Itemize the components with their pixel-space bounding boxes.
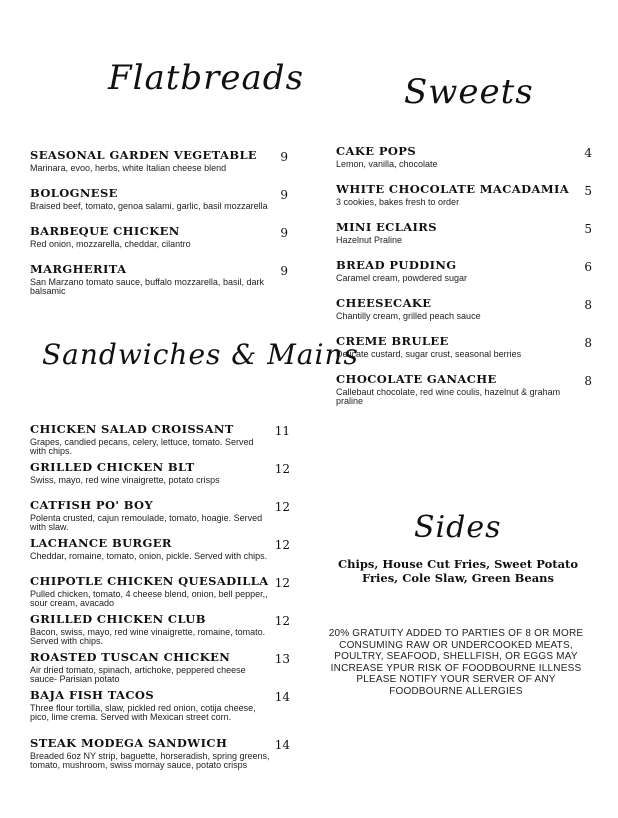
sides-list-line: Chips, House Cut Fries, Sweet Potato xyxy=(337,557,579,571)
item-name: GRILLED CHICKEN CLUB xyxy=(30,612,206,626)
item-price: 5 xyxy=(584,184,592,198)
item-desc: Air dried tomato, spinach, artichoke, peppered cheese sauce- Parisian potato xyxy=(30,665,246,684)
item-desc: Polenta crusted, cajun remoulade, tomato, hoagie. Served with slaw. xyxy=(30,513,263,532)
item-name: CHEESECAKE xyxy=(336,296,432,310)
item-desc: Three flour tortilla, slaw, pickled red onion, cotija cheese, pico, lime crema. Served with Mexican street corn. xyxy=(30,703,256,722)
notice-line: INCREASE YPUR RISK OF FOODBOURNE ILLNESS xyxy=(330,662,582,674)
menu-item xyxy=(30,498,270,532)
menu-item xyxy=(30,422,270,456)
item-desc: Breaded 6oz NY strip, baguette, horseradish, spring greens, tomato, mushroom, swiss mornay sauce, potato crisps xyxy=(30,751,270,770)
item-desc: Swiss, mayo, red wine vinaigrette, potato crisps xyxy=(30,475,220,485)
item-name: WHITE CHOCOLATE MACADAMIA xyxy=(336,182,570,196)
sides-title: Sides xyxy=(414,510,502,545)
item-price: 12 xyxy=(274,462,290,476)
item-price: 14 xyxy=(274,690,290,704)
item-price: 9 xyxy=(280,188,288,202)
item-desc: San Marzano tomato sauce, buffalo mozzarella, basil, dark balsamic xyxy=(30,277,264,296)
item-price: 8 xyxy=(584,336,592,350)
item-name: GRILLED CHICKEN BLT xyxy=(30,460,195,474)
item-price: 8 xyxy=(584,298,592,312)
item-desc: Caramel cream, powdered sugar xyxy=(336,273,468,283)
sides-list-line: Fries, Cole Slaw, Green Beans xyxy=(362,571,554,585)
notice-line: POULTRY, SEAFOOD, SHELLFISH, OR EGGS MAY xyxy=(334,651,578,662)
menu-item xyxy=(30,186,270,211)
item-name: CHIPOTLE CHICKEN QUESADILLA xyxy=(30,574,269,588)
item-price: 12 xyxy=(274,576,290,590)
item-price: 9 xyxy=(280,226,288,240)
item-desc: Cheddar, romaine, tomato, onion, pickle. Served with chips. xyxy=(30,551,268,561)
menu-item xyxy=(336,182,570,207)
menu-item xyxy=(30,736,270,770)
item-price: 6 xyxy=(584,260,592,274)
item-name: CHICKEN SALAD CROISSANT xyxy=(30,422,234,436)
item-price: 12 xyxy=(274,538,290,552)
sandwiches-mains-title: Sandwiches & Mains xyxy=(42,338,359,371)
item-price: 4 xyxy=(584,146,592,160)
item-name: CHOCOLATE GANACHE xyxy=(336,372,497,386)
notice-line: FOODBOURNE ALLERGIES xyxy=(389,685,523,697)
item-desc: Marinara, evoo, herbs, white Italian cheese blend xyxy=(30,163,227,173)
item-desc: Callebaut chocolate, red wine coulis, hazelnut & graham praline xyxy=(336,387,561,406)
menu-item xyxy=(30,262,270,296)
item-desc: Chantilly cream, grilled peach sauce xyxy=(336,311,481,321)
item-price: 5 xyxy=(584,222,592,236)
menu-item xyxy=(336,144,564,169)
item-name: CATFISH PO' BOY xyxy=(30,498,154,512)
menu-item xyxy=(30,574,270,608)
item-desc: Grapes, candied pecans, celery, lettuce, tomato. Served with chips. xyxy=(30,437,254,456)
item-name: BARBEQUE CHICKEN xyxy=(30,224,180,238)
item-price: 9 xyxy=(280,150,288,164)
notice-line: 20% GRATUITY ADDED TO PARTIES OF 8 OR MORE xyxy=(328,628,584,639)
item-price: 12 xyxy=(274,500,290,514)
item-name: BOLOGNESE xyxy=(30,186,118,200)
flatbreads-title: Flatbreads xyxy=(108,58,305,98)
item-name: BAJA FISH TACOS xyxy=(30,688,155,702)
item-name: MINI ECLAIRS xyxy=(336,220,437,234)
menu-item xyxy=(30,650,270,684)
item-name: BREAD PUDDING xyxy=(336,258,457,272)
item-desc: Pulled chicken, tomato, 4 cheese blend, onion, bell pepper,, sour cream, avacado xyxy=(30,589,268,608)
item-price: 11 xyxy=(274,424,290,438)
item-name: CAKE POPS xyxy=(336,144,417,158)
menu-item xyxy=(30,612,270,646)
menu-item xyxy=(30,688,270,722)
menu-item xyxy=(30,460,270,485)
notice-line: PLEASE NOTIFY YOUR SERVER OF ANY xyxy=(356,674,556,685)
item-desc: Red onion, mozzarella, cheddar, cilantro xyxy=(30,239,191,249)
item-price: 8 xyxy=(584,374,592,388)
item-name: ROASTED TUSCAN CHICKEN xyxy=(30,650,231,664)
menu-item xyxy=(30,148,270,173)
item-name: STEAK MODEGA SANDWICH xyxy=(30,736,228,750)
item-price: 14 xyxy=(274,738,290,752)
item-price: 13 xyxy=(274,652,290,666)
item-desc: 3 cookies, bakes fresh to order xyxy=(336,197,460,207)
item-name: LACHANCE BURGER xyxy=(30,536,172,550)
item-desc: Lemon, vanilla, chocolate xyxy=(336,159,438,169)
menu-item xyxy=(336,296,564,321)
item-name: MARGHERITA xyxy=(30,262,127,276)
item-name: CREME BRULEE xyxy=(336,334,449,348)
item-desc: Bacon, swiss, mayo, red wine vinaigrette, romaine, tomato. Served with chips. xyxy=(30,627,266,646)
menu-item xyxy=(336,220,564,245)
notice-line: CONSUMING RAW OR UNDERCOOKED MEATS, xyxy=(339,639,573,651)
menu-item xyxy=(30,536,270,561)
item-name: SEASONAL GARDEN VEGETABLE xyxy=(30,148,258,162)
item-price: 12 xyxy=(274,614,290,628)
sides-list xyxy=(328,557,588,585)
menu-item xyxy=(336,258,564,283)
item-desc: Delicate custard, sugar crust, seasonal berries xyxy=(336,349,522,359)
item-desc: Braised beef, tomato, genoa salami, garlic, basil mozzarella xyxy=(30,201,268,211)
item-price: 9 xyxy=(280,264,288,278)
sweets-title: Sweets xyxy=(404,72,534,112)
menu-item xyxy=(336,372,564,406)
gratuity-allergy-notice xyxy=(314,628,598,697)
menu-item xyxy=(336,334,564,359)
item-desc: Hazelnut Praline xyxy=(336,235,403,245)
menu-item xyxy=(30,224,270,249)
